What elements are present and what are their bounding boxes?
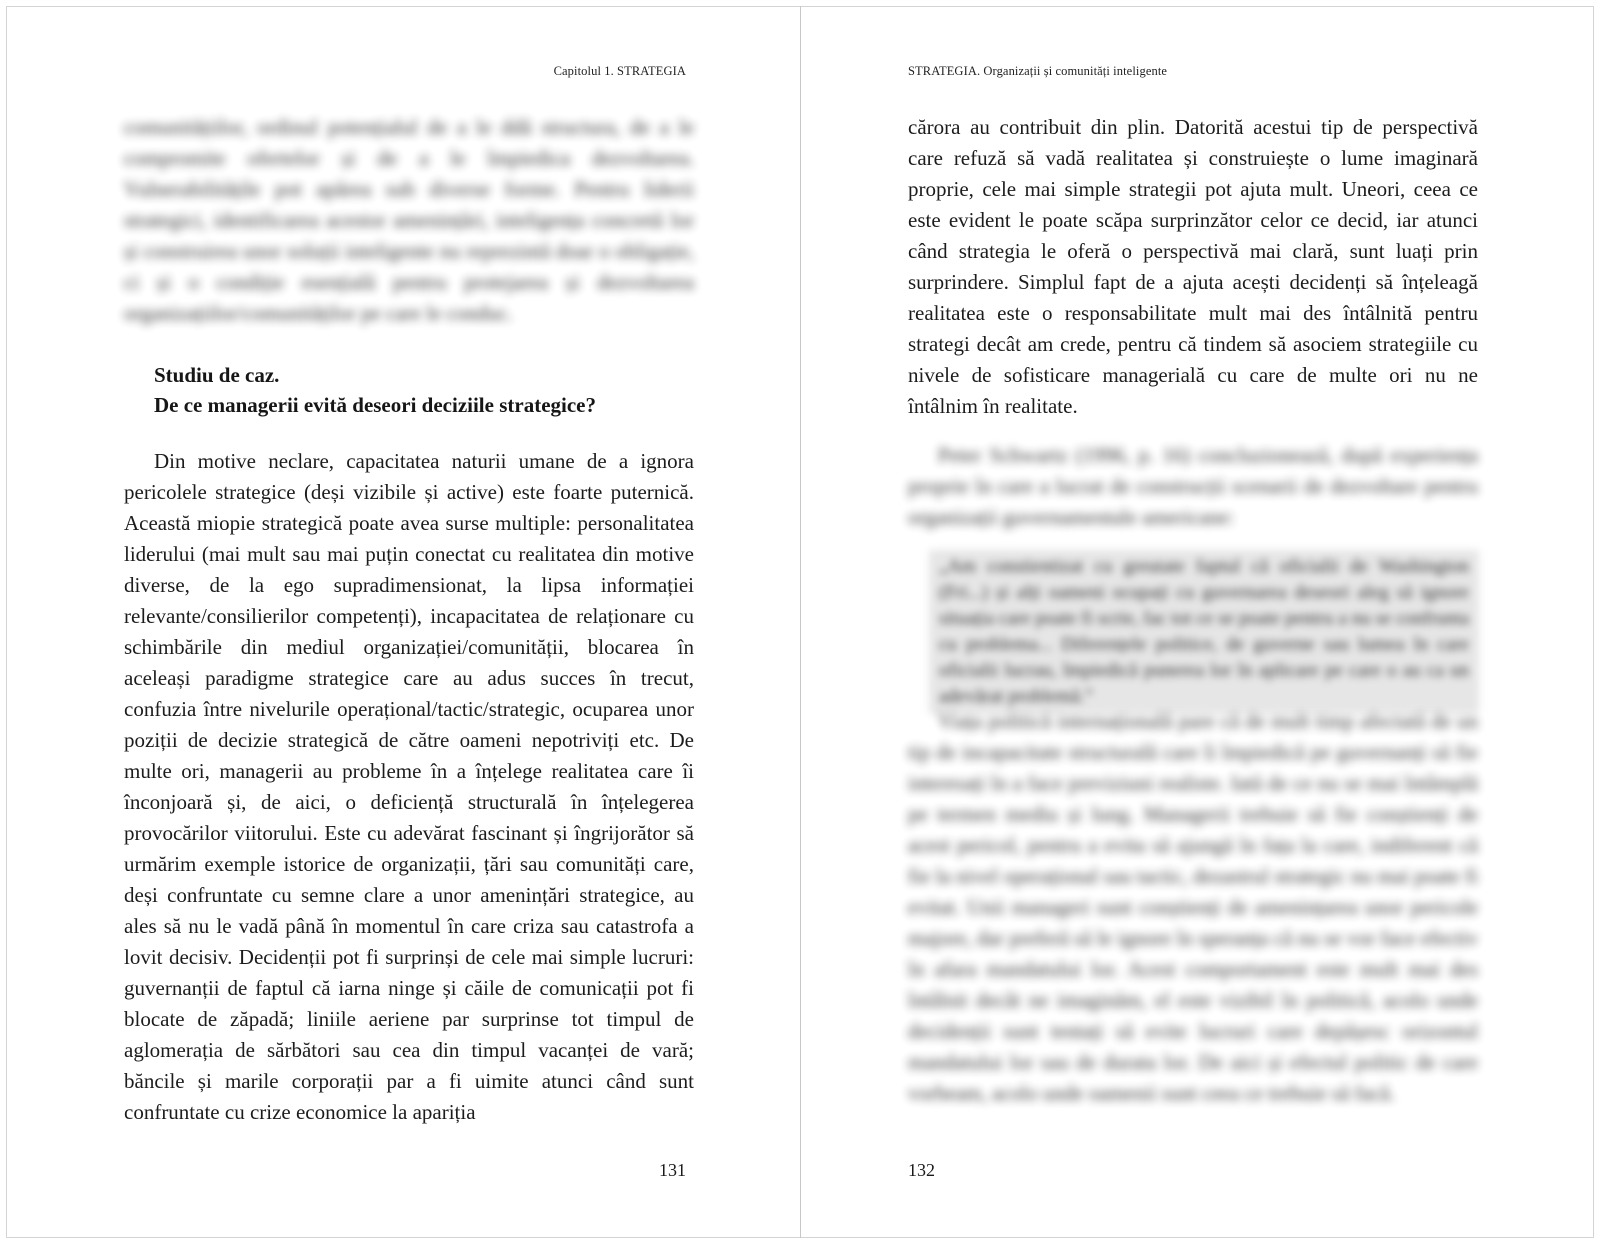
body-paragraph: Din motive neclare, capacitatea naturii umane de a ignora pericolele strategice (deși vizibile și active) este foarte puternică. Această miopie strategică poate avea surse multiple: personalitatea liderului (mai mult sau mai puțin conectat cu realitatea din motive diverse, de la ego supradimensionat, la lipsa informației relevante/consilierilor competenți), incapacitatea de relaționare cu schimbările din mediul organizației/comunității, blocarea în aceleași paradigme strategice care au adus succes în trecut, confuzia între nivelurile operațional/tactic/strategic, ocuparea unor poziții de decizie strategică de către oameni nepotriviți etc. De multe ori, managerii au probleme în a înțelege realitatea care îi înconjoară și, de aici, o deficiență structurală în înțelegerea provocărilor viitorului. Este cu adevărat fascinant și îngrijorător să urmărim exemple istorice de organizații, țări sau comunități care, deși confruntate cu semne clare a unor amenințări strategice, au ales să nu le vadă până în momentul în care criza sau catastrofa a lovit decisiv. Decidenții pot fi surprinși de cele mai simple lucruri: guvernanții de faptul că iarna ninge și căile de comunicații pot fi blocate de zăpadă; liniile aeriene par surprinse tot timpul de aglomerația de sărbători sau cea din timpul vacanței de vară; băncile și marile corporații par a fi uimite atunci când sunt confruntate cu crize economice la apariția — [124, 449, 694, 1124]
case-study-heading — [154, 360, 694, 420]
blurred-quote-box: „Am constientizat cu greutate faptul că oficialii de Washington (Fri...) și alți oameni ocupați cu guvernarea deseori aleg să ignore situația care poate fi scrie, fac tot ce se poate pentru a nu se confrunta cu problema... Diferențele politice, de guverne sau lumea în care oficialii lucrau, împiedică punerea lor în aplicare pe care o au ca un adevărat problemă.” — [929, 550, 1479, 714]
right-page — [801, 6, 1594, 1238]
left-page — [6, 6, 800, 1238]
blurred-paragraph: comunitățiilor, ordinul potențialul de a le ddă structura, de a le compromite ofertelor și de a le împiedica dezvoltarea. Vulnerabilitățile pot apărea sub diverse forme. Pentru liderii strategici, identificarea acestor amenințări, inteligența concretă lor și construirea unor soluții inteligente nu reprezintă doar o obligație, ci și o condiție esențială pentru protejarea și dezvoltarea organizațiilor/comunităților pe care le conduc. — [124, 115, 694, 325]
blurred-paragraph: Peter Schwartz (1996, p. 16) concluzionează, după experiența proprie în care a lucrat de construcții scenarii de dezvoltare pentru organizații guvernamentale americane: — [908, 443, 1478, 529]
body-paragraph: cărora au contribuit din plin. Datorită acestui tip de perspectivă care refuză să vadă realitatea și construiește o lume imaginară proprie, cele mai simple strategii pot ajuta mult. Uneori, ceea ce este evident le poate scăpa surprinzător celor ce decid, iar atunci când strategia le oferă o perspectivă mai clară, sunt luați prin surprindere. Simplul fapt de a ajuta acești decidenți să înțeleagă realitatea este o responsabilitate mult mai des întâlnită pentru strategi decât am crede, pentru că tindem să asociem strategiile cu nivele de sofisticare managerială cu care de multe ori nu ne întâlnim în realitate. — [908, 115, 1478, 418]
blurred-paragraph: Viața politică internațională pare că de mult timp afectată de un tip de incapacitate structurală care îi împiedică pe guvernanți să fie interesați în a face previziuni realiste. Iată de ce nu se mai întâmplă pe termen mediu și lung. Managerii trebuie să fie conștienți de acest pericol, pentru a evita să ajungă în fața la care, indiferent că fie la nivel operațional sau tactic, dezastrul strategic nu mai poate fi evitat. Unii manageri sunt conștienți de amenințarea unor pericole majore, dar preferă să le ignore în speranța că nu se vor face efectiv în afara mandatului lor. Acest comportament este mult mai des întâlnit decât ne imaginăm, el este vizibil în politică, acolo unde decidenții sunt tentați să evite lucruri care depășesc orizontul mandatului lor sau de durata lor. De aici și efectul politic de care vorbeam, acolo unde oamenii sunt ceea ce trebuie să facă. — [908, 709, 1478, 1105]
case-study-question: De ce managerii evită deseori deciziile strategice? — [154, 393, 596, 417]
running-head: STRATEGIA. Organizații și comunități inteligente — [908, 64, 1168, 78]
case-study-label: Studiu de caz. — [154, 363, 280, 387]
page-number: 132 — [908, 1160, 935, 1180]
running-head: Capitolul 1. STRATEGIA — [553, 64, 686, 78]
page-number: 131 — [659, 1160, 686, 1180]
